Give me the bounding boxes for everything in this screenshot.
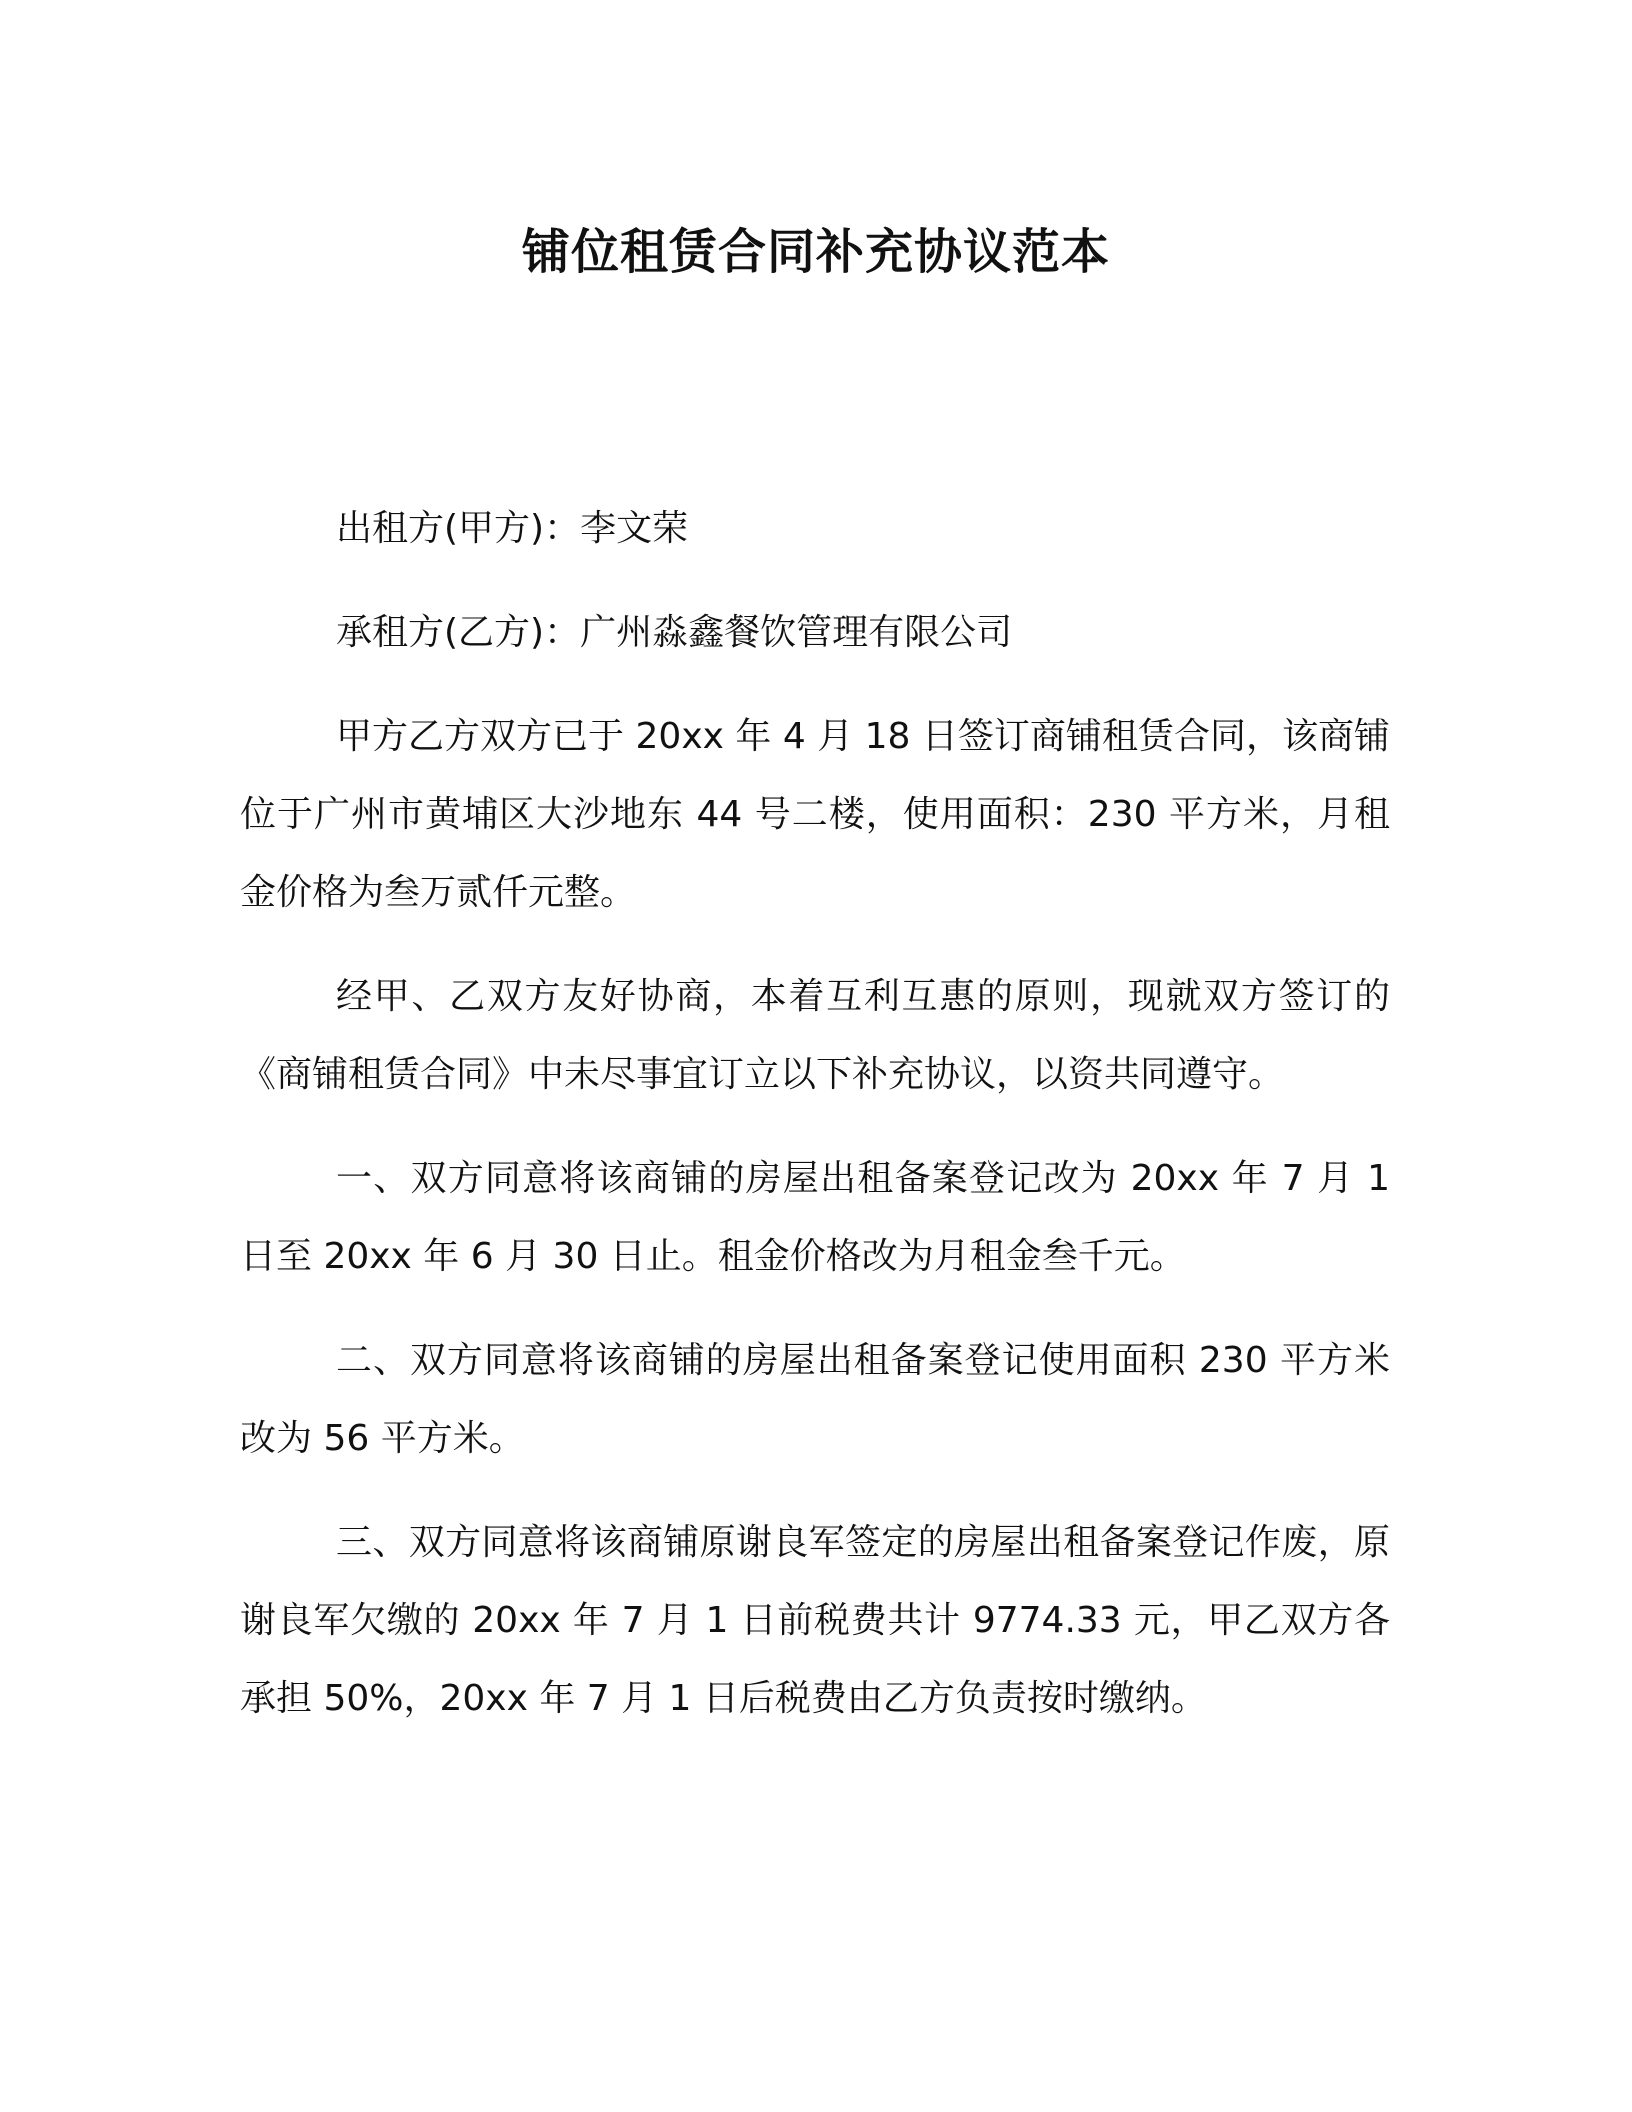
clause-two: 二、双方同意将该商铺的房屋出租备案登记使用面积 230 平方米改为 56 平方米。: [240, 1340, 1390, 1459]
clause-one: 一、双方同意将该商铺的房屋出租备案登记改为 20xx 年 7 月 1 日至 20xx 年 6 月 30 日止。租金价格改为月租金叁千元。: [240, 1158, 1390, 1277]
document-title: 铺位租赁合同补充协议范本: [521, 224, 1110, 280]
clause-three: 三、双方同意将该商铺原谢良军签定的房屋出租备案登记作废，原谢良军欠缴的 20xx 年 7 月 1 日前税费共计 9774.33 元，甲乙双方各承担 50%，20xx 年 7 月 1 日后税费由乙方负责按时缴纳。: [240, 1522, 1390, 1719]
lessee-line: 承租方(乙方)：广州淼鑫餐饮管理有限公司: [336, 612, 1013, 653]
document-body: [240, 490, 1390, 1764]
contract-background-paragraph: 甲方乙方双方已于 20xx 年 4 月 18 日签订商铺租赁合同，该商铺位于广州市黄埔区大沙地东 44 号二楼，使用面积：230 平方米，月租金价格为叁万贰仟元整。: [240, 716, 1390, 913]
lessor-line: 出租方(甲方)：李文荣: [336, 508, 689, 549]
negotiation-paragraph: 经甲、乙双方友好协商，本着互利互惠的原则，现就双方签订的《商铺租赁合同》中未尽事宜订立以下补充协议，以资共同遵守。: [240, 976, 1390, 1095]
